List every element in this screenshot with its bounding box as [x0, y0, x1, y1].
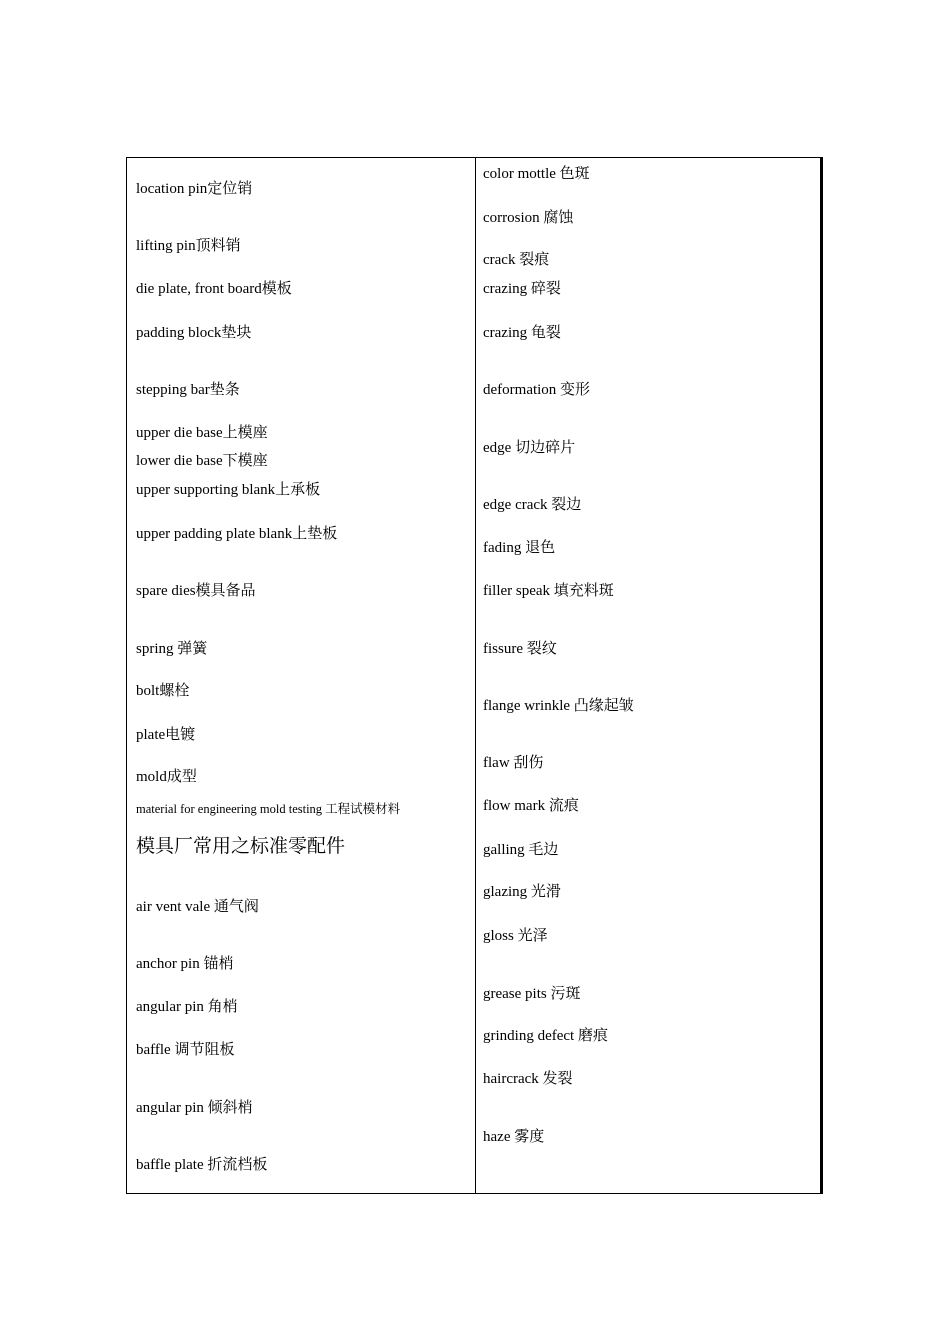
list-item: crazing 碎裂: [483, 281, 561, 297]
list-item: flaw 刮伤: [483, 755, 544, 771]
list-item: grinding defect 磨痕: [483, 1028, 608, 1044]
list-item: flow mark 流痕: [483, 798, 579, 814]
list-item: color mottle 色斑: [483, 166, 590, 182]
list-item: flange wrinkle 凸缘起皱: [483, 698, 634, 714]
list-item: spring 弹簧: [136, 641, 208, 657]
list-item: upper die base上模座: [136, 425, 268, 441]
list-item: padding block垫块: [136, 325, 252, 341]
list-item: edge crack 裂边: [483, 497, 582, 513]
list-item: spare dies模具备品: [136, 583, 256, 599]
list-item: glazing 光滑: [483, 884, 561, 900]
list-item: location pin定位销: [136, 181, 253, 197]
list-item: crack 裂痕: [483, 252, 550, 268]
list-item: air vent vale 通气阀: [136, 899, 259, 915]
list-item: angular pin 角梢: [136, 999, 238, 1015]
list-item: fading 退色: [483, 540, 556, 556]
list-item: upper padding plate blank上垫板: [136, 526, 338, 542]
list-item: lifting pin顶料销: [136, 238, 241, 254]
list-item: haircrack 发裂: [483, 1071, 573, 1087]
list-item: plate电镀: [136, 727, 196, 743]
list-item: material for engineering mold testing 工程试模材料: [136, 802, 401, 816]
list-item: lower die base下模座: [136, 453, 268, 469]
list-item: edge 切边碎片: [483, 440, 576, 456]
section-heading: 模具厂常用之标准零配件: [136, 836, 346, 857]
list-item: upper supporting blank上承板: [136, 482, 321, 498]
list-item: galling 毛边: [483, 842, 559, 858]
list-item: baffle plate 折流档板: [136, 1157, 268, 1173]
list-item: mold成型: [136, 769, 197, 785]
list-item: filler speak 填充料斑: [483, 583, 614, 599]
list-item: crazing 龟裂: [483, 325, 561, 341]
terminology-table: [126, 157, 823, 1194]
list-item: die plate, front board模板: [136, 281, 292, 297]
list-item: deformation 变形: [483, 382, 591, 398]
list-item: gloss 光泽: [483, 928, 548, 944]
list-item: baffle 调节阻板: [136, 1042, 235, 1058]
list-item: haze 雾度: [483, 1129, 545, 1145]
list-item: stepping bar垫条: [136, 382, 240, 398]
list-item: corrosion 腐蚀: [483, 210, 574, 226]
list-item: angular pin 倾斜梢: [136, 1100, 253, 1116]
right-column: [476, 158, 821, 1193]
list-item: grease pits 污斑: [483, 986, 581, 1002]
list-item: anchor pin 锚梢: [136, 956, 234, 972]
list-item: fissure 裂纹: [483, 641, 557, 657]
left-column: [127, 158, 475, 1193]
list-item: bolt螺栓: [136, 683, 190, 699]
